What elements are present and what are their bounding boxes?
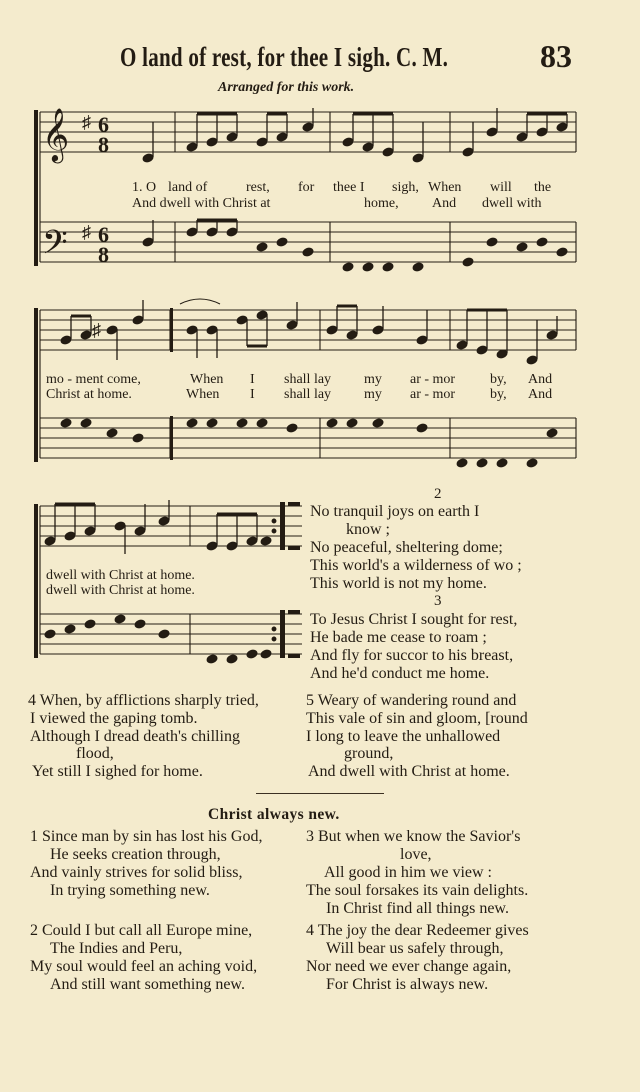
lyrics-s2-a-5: my [364, 372, 382, 387]
h2-verse-1-line-4: In trying something new. [50, 882, 210, 899]
lyrics-s2-b-7: by, [490, 387, 507, 402]
svg-text:8: 8 [98, 242, 109, 267]
lyrics-s1-a-1: 1. O [132, 180, 157, 195]
lyrics-s1-b-4: dwell with [482, 196, 542, 211]
verse-5-line-3: I long to leave the unhallowed [306, 728, 501, 745]
verse-2-line-3: No peaceful, sheltering dome; [310, 539, 503, 556]
lyrics-s2-b-1: Christ at home. [46, 387, 132, 402]
svg-text:8: 8 [98, 132, 109, 157]
lyrics-s2-b-4: shall lay [284, 387, 332, 402]
lyrics-s1-a-6: sigh, [392, 180, 419, 195]
verse-5-line-4: ground, [344, 745, 394, 762]
lyrics-s1-a-5: thee I [333, 180, 365, 195]
svg-text:6: 6 [98, 222, 109, 247]
lyrics-s1-a-7: When [428, 180, 462, 195]
lyrics-s2-b-8: And [528, 387, 553, 402]
lyrics-s1-b-3: And [432, 196, 457, 211]
verse-4-line-2: I viewed the gaping tomb. [30, 710, 198, 727]
verse-2-line-2: know ; [346, 521, 390, 538]
h2-verse-4-line-4: For Christ is always new. [326, 976, 489, 993]
verse-4-line-5: Yet still I sighed for home. [32, 763, 203, 780]
page-number: 83 [540, 38, 572, 74]
h2-verse-4-line-2: Will bear us safely through, [326, 940, 504, 957]
hymn-title: O land of rest, for thee I sigh. C. M. [120, 42, 449, 72]
lyrics-s3-b: dwell with Christ at home. [46, 583, 195, 598]
lyrics-s1-a-4: for [298, 180, 315, 195]
verse-5-line-2: This vale of sin and gloom, [round [306, 710, 528, 727]
verse-3-line-1: To Jesus Christ I sought for rest, [310, 611, 518, 628]
lyrics-s2-b-3: I [250, 387, 255, 402]
svg-text:♯: ♯ [82, 112, 91, 132]
lyrics-s1-a-2: land of [168, 180, 208, 195]
verse-3-line-3: And fly for succor to his breast, [310, 647, 514, 664]
verse-2-number: 2 [434, 486, 442, 502]
verse-4-line-3: Although I dread death's chilling [30, 728, 240, 745]
lyrics-s1-a-3: rest, [246, 180, 270, 195]
lyrics-s2-a-1: mo - ment come, [46, 372, 141, 387]
lyrics-s2-a-7: by, [490, 372, 507, 387]
h2-verse-4-line-1: 4 The joy the dear Redeemer gives [306, 922, 529, 939]
lyrics-s2-a-4: shall lay [284, 372, 332, 387]
arrangement-note: Arranged for this work. [218, 80, 355, 95]
h2-verse-3-line-2: love, [400, 846, 432, 863]
svg-text:𝄞: 𝄞 [42, 107, 70, 161]
verse-3-line-2: He bade me cease to roam ; [310, 629, 487, 646]
h2-verse-1-line-3: And vainly strives for solid bliss, [30, 864, 243, 881]
lyrics-s2-b-2: When [186, 387, 220, 402]
verse-5-line-1: 5 Weary of wandering round and [306, 692, 517, 709]
section-divider [256, 793, 384, 794]
verse-2-line-1: No tranquil joys on earth I [310, 503, 480, 520]
svg-text:♯: ♯ [92, 320, 101, 340]
lyrics-s2-a-8: And [528, 372, 553, 387]
h2-verse-4-line-3: Nor need we ever change again, [306, 958, 512, 975]
svg-text:6: 6 [98, 112, 109, 137]
lyrics-s2-a-6: ar - mor [410, 372, 456, 387]
h2-verse-2-line-3: My soul would feel an aching void, [30, 958, 258, 975]
h2-verse-3-line-1: 3 But when we know the Savior's [306, 828, 521, 845]
verse-2-line-5: This world is not my home. [310, 575, 487, 592]
h2-verse-2-line-4: And still want something new. [50, 976, 245, 993]
lyrics-s1-a-8: will [490, 180, 512, 195]
lyrics-s2-a-2: When [190, 372, 224, 387]
verse-4-line-4: flood, [76, 745, 114, 762]
lyrics-s2-a-3: I [250, 372, 255, 387]
lyrics-s3-a: dwell with Christ at home. [46, 568, 195, 583]
lyrics-s2-b-5: my [364, 387, 382, 402]
lyrics-s2-b-6: ar - mor [410, 387, 456, 402]
lyrics-s1-b-1: And dwell with Christ at [132, 196, 271, 211]
svg-text:♯: ♯ [82, 222, 91, 242]
hymn-2-title: Christ always new. [208, 806, 340, 823]
verse-3-number: 3 [434, 593, 442, 609]
verse-2-line-4: This world's a wilderness of wo ; [310, 557, 522, 574]
lyrics-s1-a-9: the [534, 180, 552, 195]
h2-verse-2-line-1: 2 Could I but call all Europe mine, [30, 922, 253, 939]
h2-verse-1-line-2: He seeks creation through, [50, 846, 221, 863]
h2-verse-3-line-5: In Christ find all things new. [326, 900, 509, 917]
h2-verse-3-line-4: The soul forsakes its vain delights. [306, 882, 529, 899]
h2-verse-3-line-3: All good in him we view : [324, 864, 492, 881]
verse-5-line-5: And dwell with Christ at home. [308, 763, 510, 780]
svg-text:𝄢: 𝄢 [42, 224, 68, 270]
lyrics-s1-b-2: home, [364, 196, 399, 211]
h2-verse-1-line-1: 1 Since man by sin has lost his God, [30, 828, 263, 845]
verse-4-line-1: 4 When, by afflictions sharply tried, [28, 692, 259, 709]
verse-3-line-4: And he'd conduct me home. [310, 665, 490, 682]
h2-verse-2-line-2: The Indies and Peru, [50, 940, 183, 957]
